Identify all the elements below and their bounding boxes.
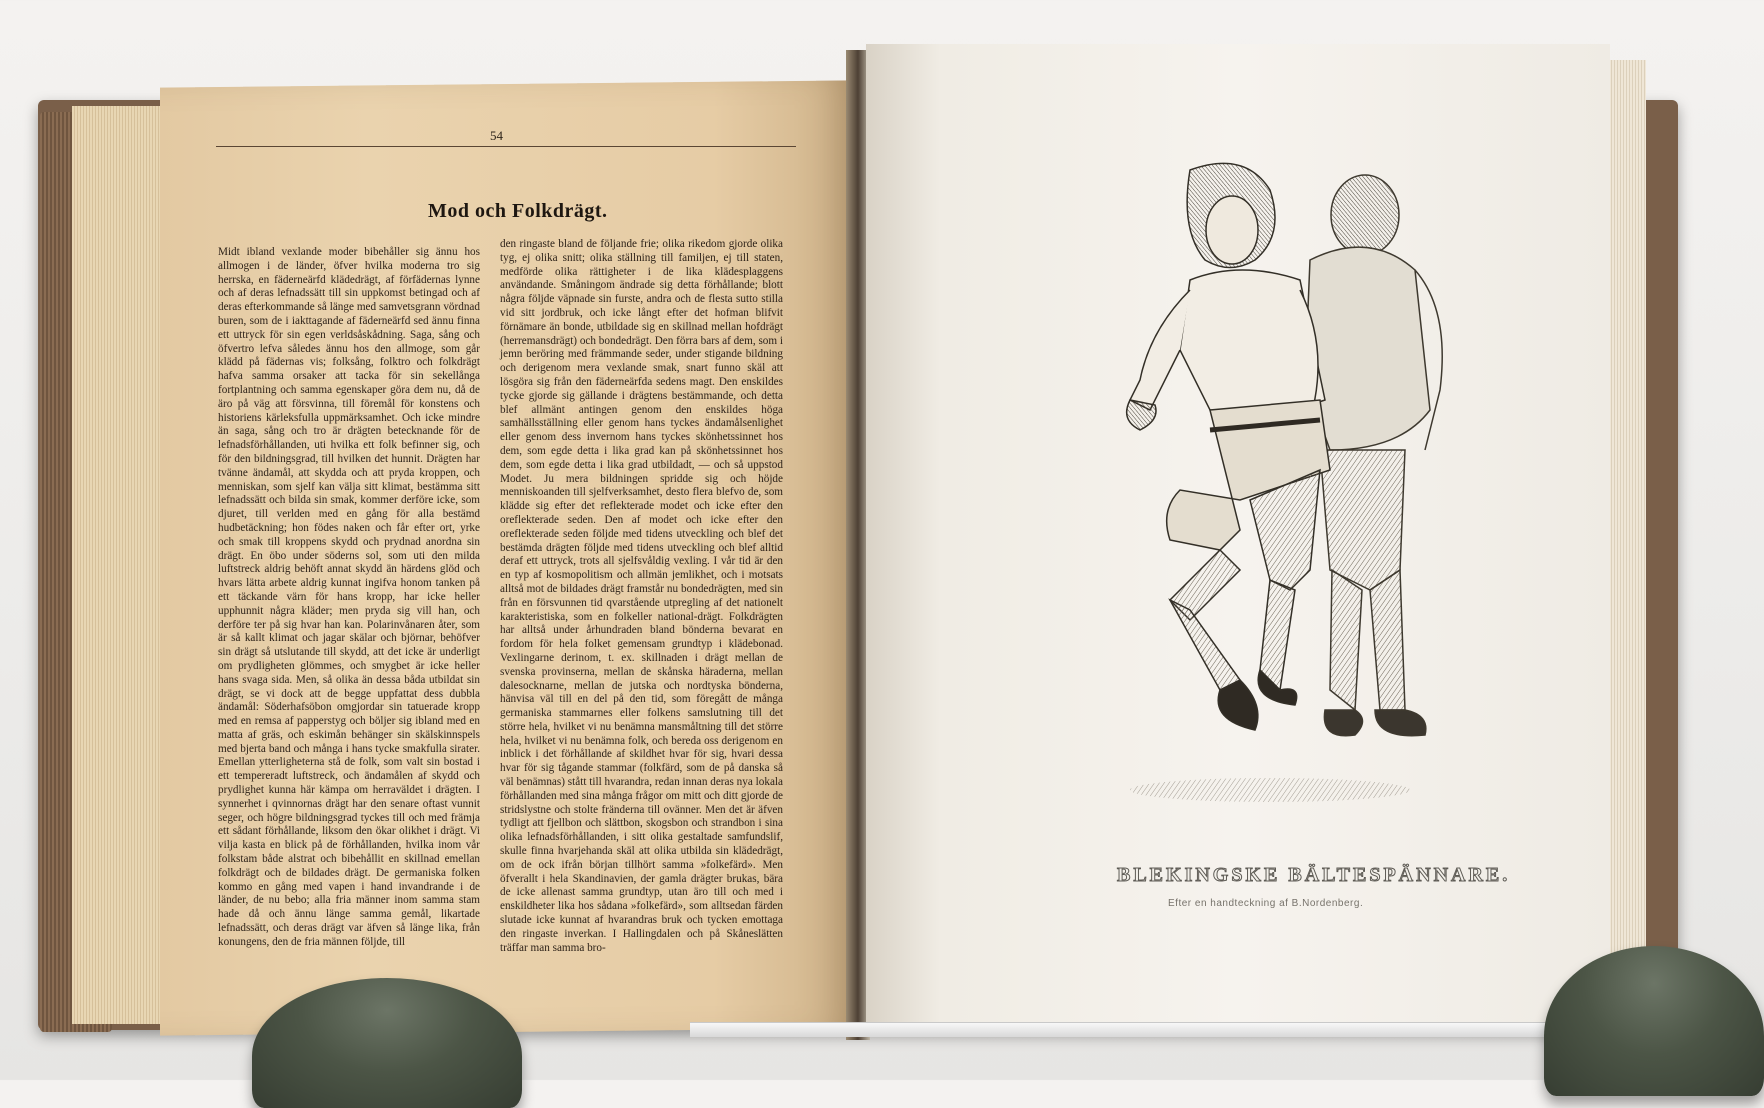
- book-stand-bar: [690, 1022, 1670, 1037]
- page-number: 54: [490, 128, 503, 143]
- text-column-left: Midt ibland vexlande moder bibehåller sig ännu hos allmogen i de länder, öfver hvilka moderna tro sig herrska, en fäderneärfd klädedrägt, af förfädernas lynne och af deras lefnadssätt till sin uppkomst betingad och af deras efterkommande så länge med samvetsgrann vördnad buren, som de i iakttagande af fäderneärfd sed ännu finna ett uttryck för sin egen verldsåskådning. Saga, sång och öfvertro lefva således ännu hos den allmoge, som går klädd på fädernas vis; folksång, folktro och folkdrägt hafva samma orsaker att tacka för sin sekellånga fortplantning och samma egenskaper göra dem nu, då de äro på väg att försvinna, till föremål för konstens och historiens kärleksfulla uppmärksamhet. Och icke mindre än saga, sång och tro är drägten betecknande för de lefnadsförhållanden, uti hvilka ett folk befinner sig, och för den bildningsgrad, till hvilken det hunnit. Drägten har tvänne ändamål, att skydda och att pryda kroppen, och menniskan, som sjelf kan välja sitt klimat, bestämma sitt lefnadssätt och bilda sin smak, kommer derföre icke, som djuret, till verlden med en gång för alla bestämd hudbetäckning; hon födes naken och får efter ort, yrke och smak till kroppens skydd och prydnad anordna sin drägt. En öbo under söderns sol, som uti den milda luftstreck aldrig behöft annat skydd än härdens glöd och hvars lätta arbete aldrig kunnat ingifva honom tanken på ett täckande värn för hans kropp, har icke heller upphunnit några kläder; men pryda sig vill han, och derföre ter på sig hvar han kan. Polarinvånaren åter, som är så kallt klimat och jagar skälar och björnar, behöfver sin drägt så utslutande till skydd, att det icke är underligt om prydligheten glömmes, och smygbet är icke heller hans svaga sida. Men, så olika än dessa båda utbildat sin drägt, se vi dock att de begge uppfattat dess dubbla ändamål: Söderhafsöbon omgjordar sin tatuerade kropp med en remsa af papperstyg och böljer sig ibland med en matta af gräs, och eskimån behänger sin skälskinnspels med bjerta band och många i hans tycke smakfulla sirater. Emellan ytterligheterna stå de folk, som valt sin bostad i ett tempereradt luftstreck, och ändamålen af skydd och prydlighet kunna här kämpa om herraväldet i drägten. I synnerhet i qvinnornas drägt har den senare oftast vunnit seger, och högre bildningsgrad tyckes till och med främja ett sådant förhållande, liksom den ökar olikhet i drägt. Vi vilja kasta en blick på de förhållanden, hvilka inom vår folkstam både alstrat och bibehållit en skillnad emellan folkdrägt och de bildades drägt. De germaniska folken kommo en gång med vapen i hand invandrande i de länder, de nu bebo; alla fria männer inom samma stam hade då och ännu länge samma gemål, likartade lefnadssätt, och deras drägt var äfven så länge lika, från konungens, den de fria männen följde, till: [218, 246, 480, 948]
- front-figure: [1127, 163, 1330, 730]
- engraving-illustration: [1070, 150, 1490, 810]
- article-title: Mod och Folkdrägt.: [428, 200, 608, 222]
- header-rule: [216, 146, 796, 147]
- text-column-right: den ringaste bland de följande frie; olika rikedom gjorde olika tyg, ej olika snitt; olika ställning till familjen, ej till staten, medförde olika rättigheter i de lika klädesplaggens användande. Småningom ändrade sig detta förhållande; blott några följde väpnade sin furste, andra och de flesta sutto stilla vid sitt jordbruk, och icke långt efter det hofman blifvit förnämare än bonde, utbildade sig en skillnad mellan hofdrägt (herremansdrägt) och bondedrägt. Den förra bars af dem, som i jemn beröring med främmande seder, under stigande bildning och derigenom mera vexlande smak, snart funno skäl att lösgöra sig från den fäderneärfda sedens magt. Den enskildes tycke gjorde sig gällande i drägtens bestämmande, och detta blef allmänt antingen genom den enskildes höga samhällsställning eller genom hans tyckes ändamålsenlighet eller genom dess invernom hans tyckes skönhetssinnet hos dem, som egde detta i lika grad kan på skönhetssinnet hos dem, som egde detta i lika grad utbildadt, — och så uppstod Modet. Ju mera bildningen spridde sig och höjde menniskoanden till sjelfverksamhet, desto flera blefvo de, som klädde sig efter det reflekterade modet och icke efter den oreflekterade seden. Den af modet och icke efter den oreflekterade seden följde med tidens utveckling och blef det bestämda drägten följde med tidens utveckling och blef alltid deraf ett uttryck, trots all sjelfsvåldig vexling. I vår tid är den en typ af kosmopolitism och allmän jemlikhet, och i motsats alltså mot de bildades drägt framstår nu bondedrägten, med sin från en försvunnen tid qvarstående utpregling af det nationelt karakteristiska, som en folkeller national-drägt. Folkdrägten har alltså under århundraden bland bönderna bevarat en fordom för hela folket gemensam grundtyp i klädebonad. Vexlingarne derinom, t. ex. skillnaden i drägt mellan de svenska provinserna, mellan de skånska häraderna, mellan dalesocknarne, mellan de jutska och nordtyska bönderna, hänvisa väl till en del på den tid, som föregått de många germaniska stammarnes eller folkens samslutning till det större hela, hvilket vi nu benämna mansmåltning till det större hela, hvilket vi nu benämna folk, och bereda oss derigenom en inblick i det förhållande af skildhet hvar för sig, hvari dessa hvar för sig tågande stammar (folkfärd, som de på danska så väl benämnas) stått till hvarandra, redan innan deras nya lokala förhållanden med sina många frågor om mitt och ditt gjorde de stridslystne och stolte fränderna till ovänner. Men det är äfven tydligt att fjellbon och slättbon, skogsbon och strandbon i sina olika lefnadsförhållanden, i sitt olika gestaltade samfundslif, skulle finna hvarjehanda skäl att olika utbilda sin klädedrägt, om de ock ifrån början tillhört samma »folkefärd». Men öfverallt i hela Skandinavien, der gamla drägter brukas, bära de icke allenast samma grundtyp, utan äro till och med i enskildheter lika hos sådana »folkefärd», som alltsedan färden slutade icke kunnat af hvarandras bruk och tycken emottaga den ringaste inverkan. I Hallingdalen och på Skåneslätten träffar man samma bro-: [500, 238, 783, 954]
- left-page-edges: [72, 106, 172, 1024]
- right-page-edges: [1606, 60, 1646, 1010]
- plate-credit: Efter en handteckning af B.Nordenberg.: [1168, 898, 1364, 909]
- plate-caption: BLEKINGSKE BÄLTESPÄNNARE.: [1117, 864, 1511, 886]
